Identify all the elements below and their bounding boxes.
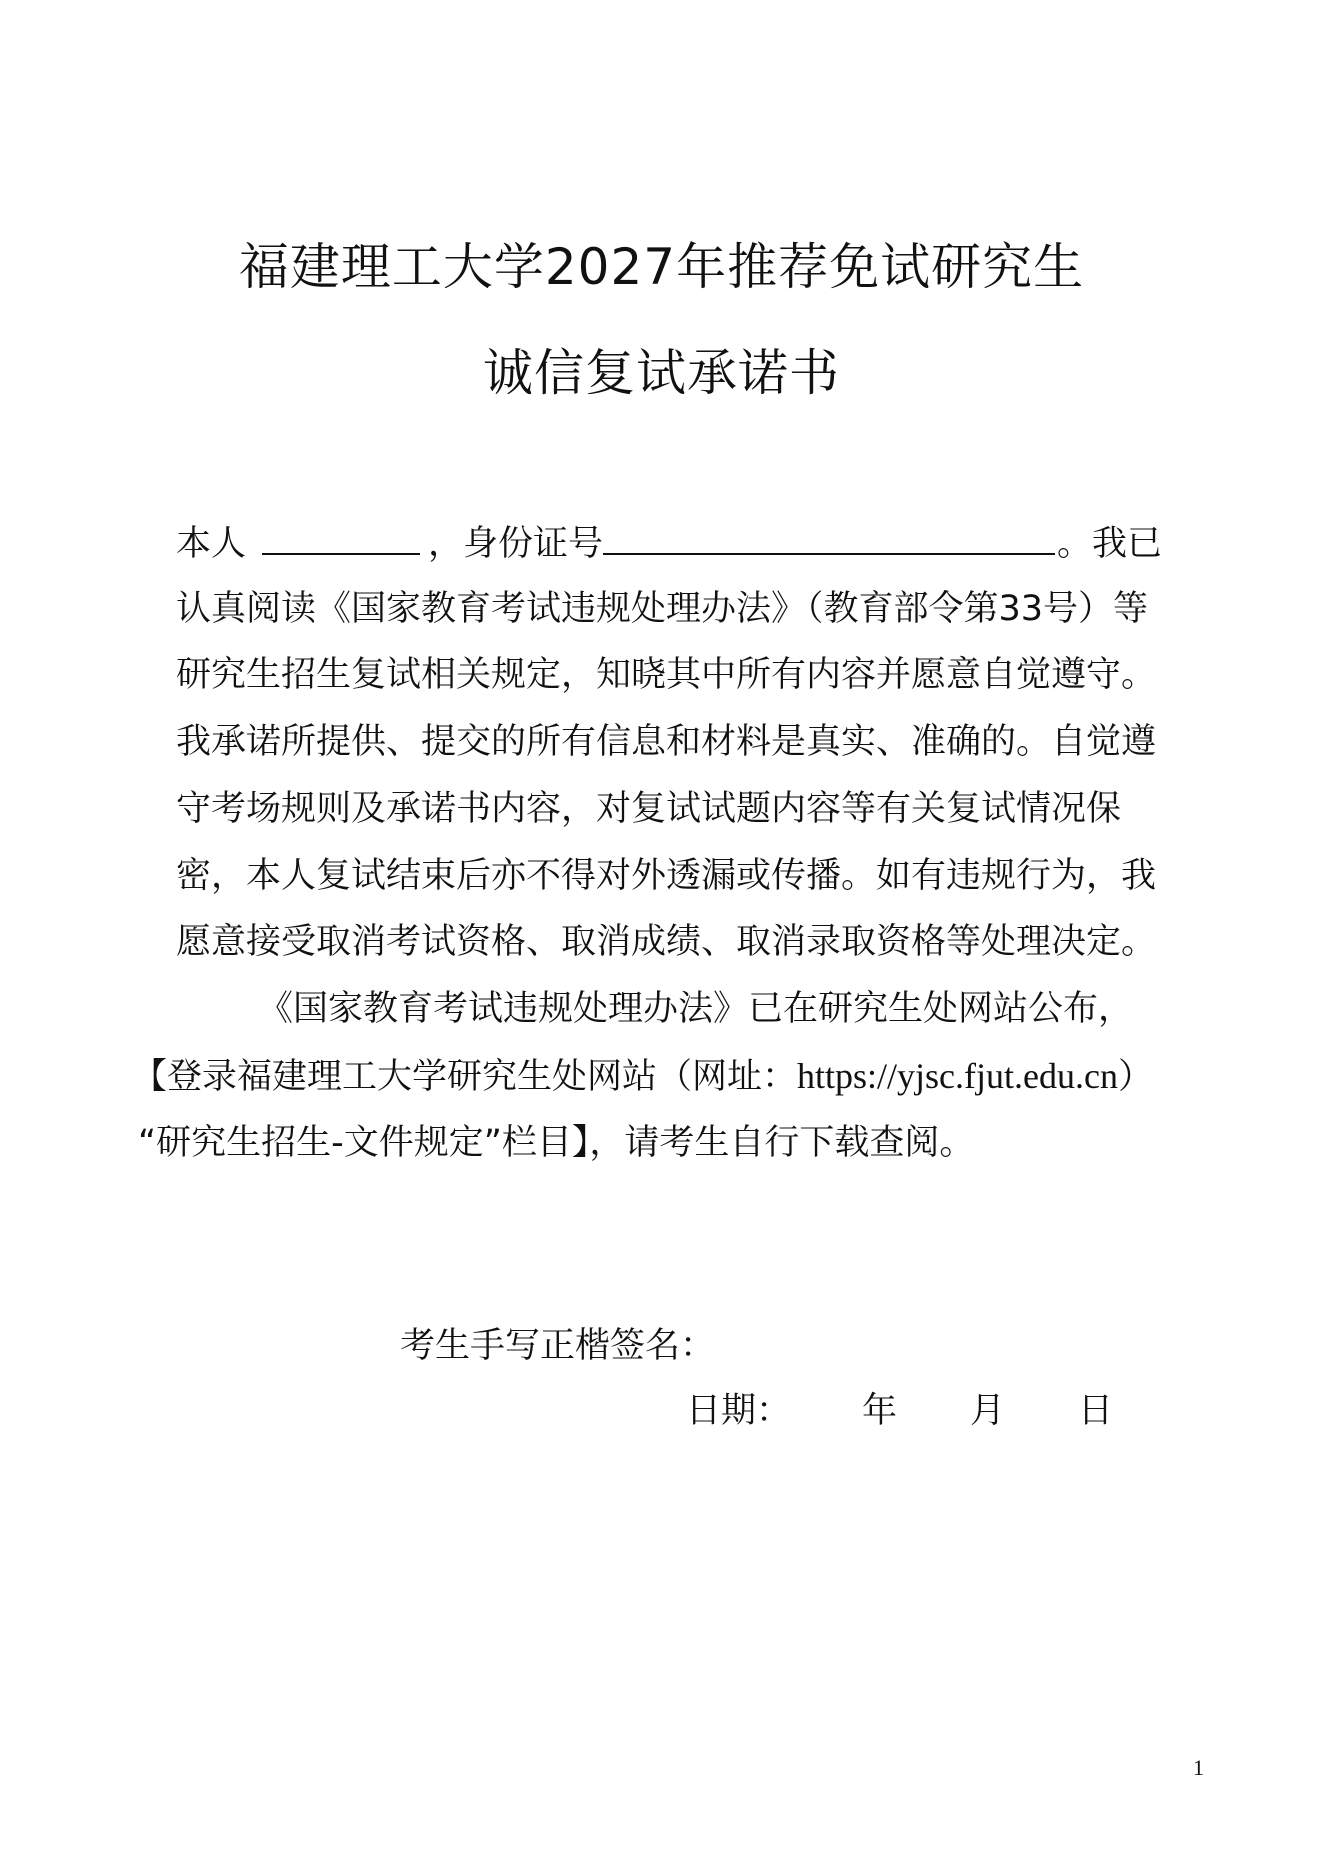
notice-line-2-text: 【登录福建理工大学研究生处网站（网址： (132, 1057, 798, 1097)
notice-line-1: 《国家教育考试违规处理办法》已在研究生处网站公布， (258, 989, 1134, 1029)
pledge-line-1 (176, 519, 1162, 567)
year-label: 年 (862, 1391, 898, 1431)
signature-label: 考生手写正楷签名： (400, 1326, 716, 1366)
name-prefix: 本人 (176, 524, 247, 564)
name-blank[interactable] (262, 519, 420, 555)
document-title-line1: 福建理工大学2027年推荐免试研究生 (238, 238, 1085, 296)
pledge-line-6: 密，本人复试结束后亦不得对外透漏或传播。如有违规行为，我 (176, 856, 1157, 896)
document-title-line2: 诚信复试承诺书 (483, 344, 840, 402)
month-label: 月 (970, 1391, 1006, 1431)
pledge-line-7: 愿意接受取消考试资格、取消成绩、取消录取资格等处理决定。 (176, 922, 1157, 962)
id-prefix: ，身份证号 (428, 524, 604, 564)
page-number: 1 (1193, 1755, 1204, 1780)
pledge-line-5: 守考场规则及承诺书内容，对复试试题内容等有关复试情况保 (176, 789, 1122, 829)
pledge-line-2: 认真阅读《国家教育考试违规处理办法》（教育部令第33号）等 (176, 589, 1149, 629)
notice-line-3: “研究生招生-文件规定”栏目】，请考生自行下载查阅。 (138, 1123, 975, 1163)
website-url[interactable]: https://yjsc.fjut.edu.cn (797, 1056, 1118, 1096)
notice-line-2-end: ） (1117, 1057, 1153, 1097)
pledge-line-4: 我承诺所提供、提交的所有信息和材料是真实、准确的。自觉遵 (176, 722, 1157, 762)
id-number-blank[interactable] (603, 519, 1055, 555)
day-label: 日 (1078, 1391, 1114, 1431)
date-label: 日期： (686, 1391, 792, 1431)
pledge-line-3: 研究生招生复试相关规定，知晓其中所有内容并愿意自觉遵守。 (176, 655, 1157, 695)
notice-line-2 (132, 1053, 1153, 1100)
pledge-line-1-end: 。我已 (1057, 524, 1163, 564)
